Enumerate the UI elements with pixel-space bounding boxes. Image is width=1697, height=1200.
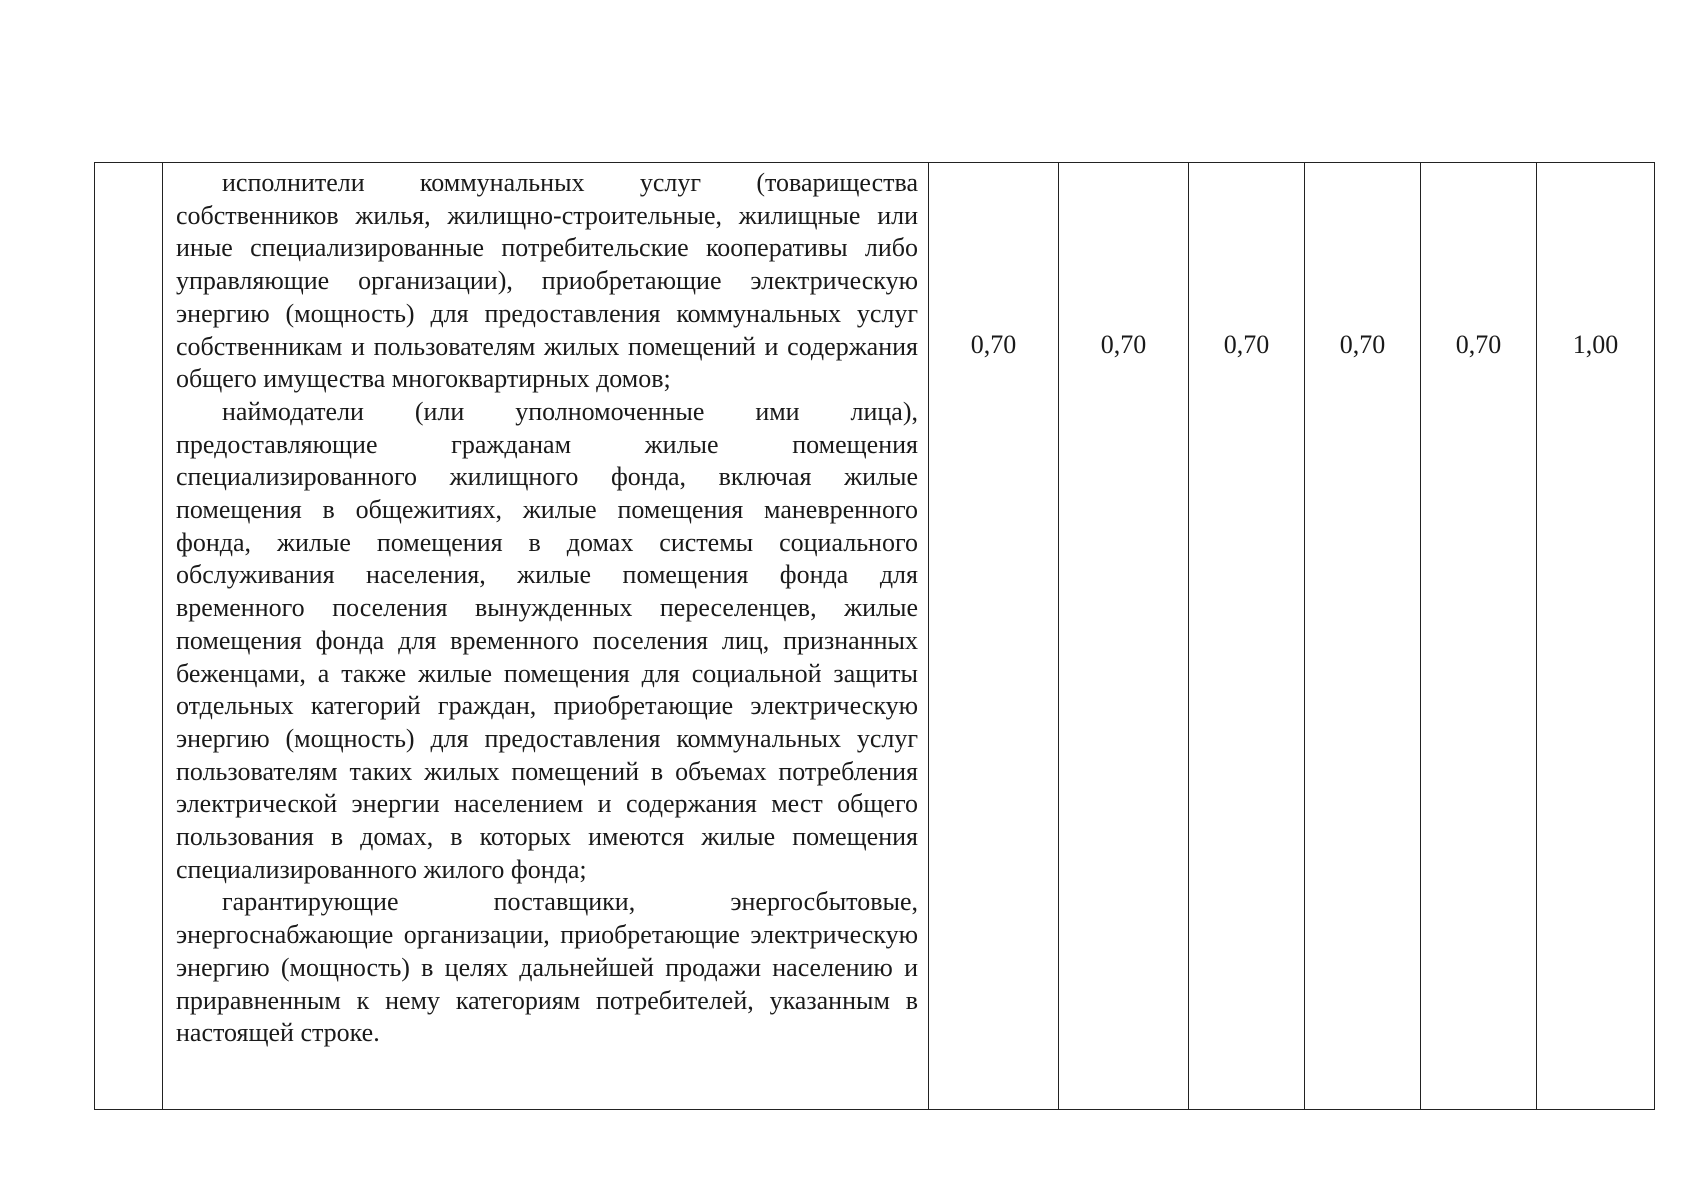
value-cell-3 <box>1189 163 1305 1110</box>
row-number-cell <box>95 163 163 1110</box>
coefficient-value: 1,00 <box>1572 330 1619 359</box>
coefficient-value: 0,70 <box>1100 330 1147 359</box>
paragraph-landlords: наймодатели (или уполномоченные ими лица), предоставляющие гражданам жилые помещения специализированного жилищного фонда, включая жилые помещения в общежитиях, жилые помещения маневренного фонда, жилые помещения в домах системы социального обслуживания населения, жилые помещения фонда для временного поселения вынужденных переселенцев, жилые помещения фонда для временного поселения лиц, признанных беженцами, а также жилые помещения для социальной защиты отдельных категорий граждан, приобретающие электрическую энергию (мощность) для предоставления коммунальных услуг пользователям таких жилых помещений в объемах потребления электрической энергии населением и содержания мест общего пользования в домах, в которых имеются жилые помещения специализированного жилого фонда; <box>176 396 918 884</box>
consumer-category-cell <box>163 163 929 1110</box>
coefficient-value: 0,70 <box>1339 330 1386 359</box>
coefficient-value: 0,70 <box>1223 330 1270 359</box>
value-cell-2 <box>1059 163 1189 1110</box>
paragraph-suppliers: гарантирующие поставщики, энергосбытовые, энергоснабжающие организации, приобретающие электрическую энергию (мощность) в целях дальнейшей продажи населению и приравненным к нему категориям потребителей, указанным в настоящей строке. <box>176 887 918 1048</box>
table-row <box>95 163 1655 1110</box>
value-cell-6 <box>1537 163 1655 1110</box>
value-cell-5 <box>1421 163 1537 1110</box>
coefficient-value: 0,70 <box>1455 330 1502 359</box>
coefficient-table <box>94 162 1655 1110</box>
coefficient-value: 0,70 <box>970 330 1017 359</box>
paragraph-utility-providers: исполнители коммунальных услуг (товарищества собственников жилья, жилищно-строительные, жилищные или иные специализированные потребительские кооперативы либо управляющие организации), приобретающие электрическую энергию (мощность) для предоставления коммунальных услуг собственникам и пользователям жилых помещений и содержания общего имущества многоквартирных домов; <box>176 168 918 394</box>
value-cell-4 <box>1305 163 1421 1110</box>
value-cell-1 <box>929 163 1059 1110</box>
